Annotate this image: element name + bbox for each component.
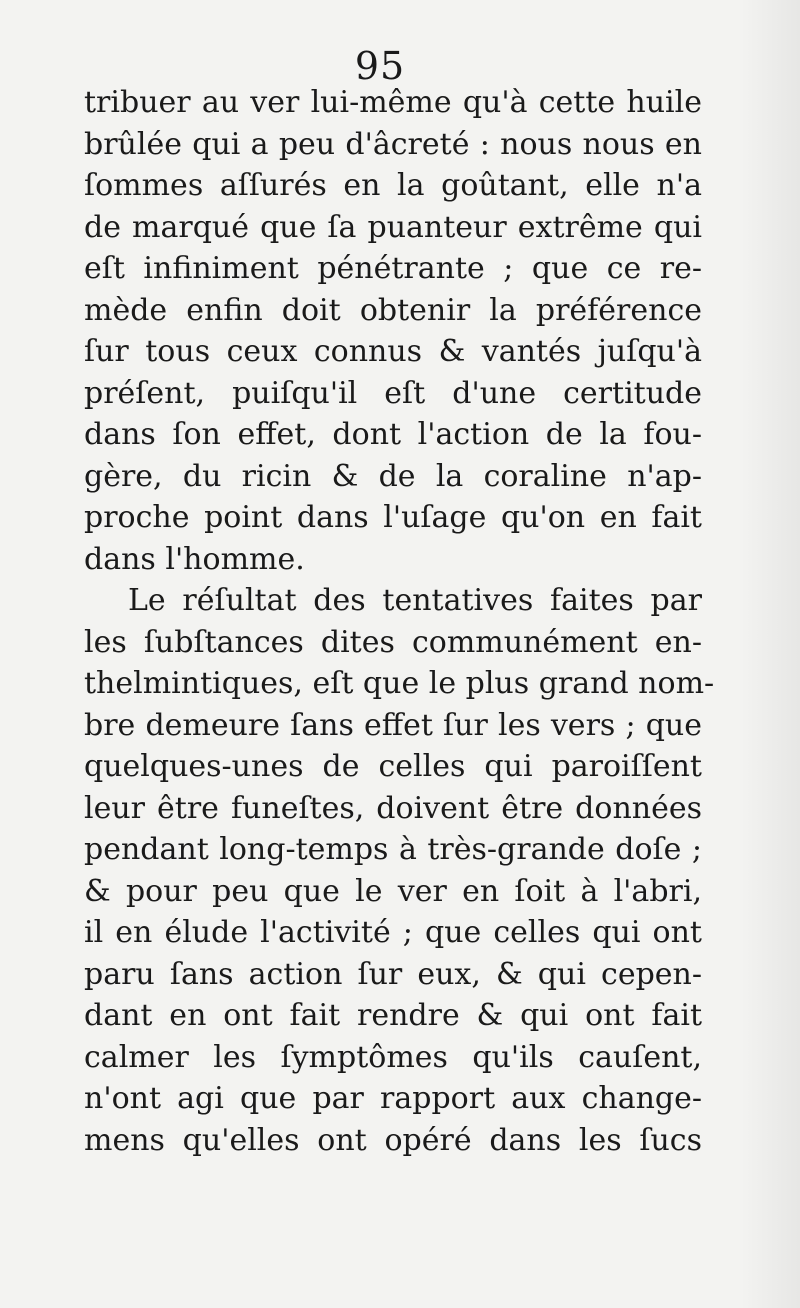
text-line: pendant long-temps à très-grande doſe ; bbox=[84, 832, 702, 867]
text-line: mens qu'elles ont opéré dans les ſucs bbox=[84, 1122, 702, 1158]
text-line: brûlée qui a peu d'âcreté : nous nous en bbox=[84, 126, 702, 162]
text-line: les ſubſtances dites communément en- bbox=[84, 624, 702, 660]
text-line: & pour peu que le ver en ſoit à l'abri, bbox=[84, 873, 702, 909]
text-line: bre demeure ſans effet ſur les vers ; que bbox=[84, 707, 702, 743]
text-line: n'ont agi que par rapport aux change- bbox=[84, 1081, 702, 1116]
text-line: eſt infiniment pénétrante ; que ce re- bbox=[84, 251, 702, 286]
page-number: 95 bbox=[354, 44, 406, 88]
text-line: dant en ont fait rendre & qui ont fait bbox=[84, 998, 702, 1033]
text-line: calmer les ſymptômes qu'ils cauſent, bbox=[84, 1039, 702, 1075]
text-line: tribuer au ver lui-même qu'à cette huile bbox=[84, 85, 702, 120]
page-edge-shadow bbox=[740, 0, 800, 1308]
text-line: dans l'homme. bbox=[84, 541, 305, 577]
text-line: préſent, puiſqu'il eſt d'une certitude bbox=[84, 375, 702, 411]
text-line: il en élude l'activité ; que celles qui ont bbox=[84, 915, 702, 950]
text-line: dans ſon effet, dont l'action de la fou- bbox=[84, 417, 702, 452]
text-line: de marqué que ſa puanteur extrême qui bbox=[84, 209, 702, 245]
text-line: thelmintiques, eſt que le plus grand nom- bbox=[84, 666, 715, 701]
text-line: paru ſans action ſur eux, & qui cepen- bbox=[84, 956, 702, 992]
text-line: quelques-unes de celles qui paroiſſent bbox=[84, 749, 702, 784]
text-line: mède enfin doit obtenir la préférence bbox=[84, 292, 702, 328]
text-line: gère, du ricin & de la coraline n'ap- bbox=[84, 458, 702, 494]
body-text bbox=[84, 82, 715, 1161]
text-line: leur être funeſtes, doivent être données bbox=[84, 790, 702, 826]
paragraph-start-line: Le réſultat des tentatives faites par bbox=[128, 583, 702, 618]
text-line: ſommes aſſurés en la goûtant, elle n'a bbox=[84, 168, 702, 203]
text-line: proche point dans l'uſage qu'on en fait bbox=[84, 500, 702, 535]
text-line: ſur tous ceux connus & vantés juſqu'à bbox=[84, 334, 702, 369]
